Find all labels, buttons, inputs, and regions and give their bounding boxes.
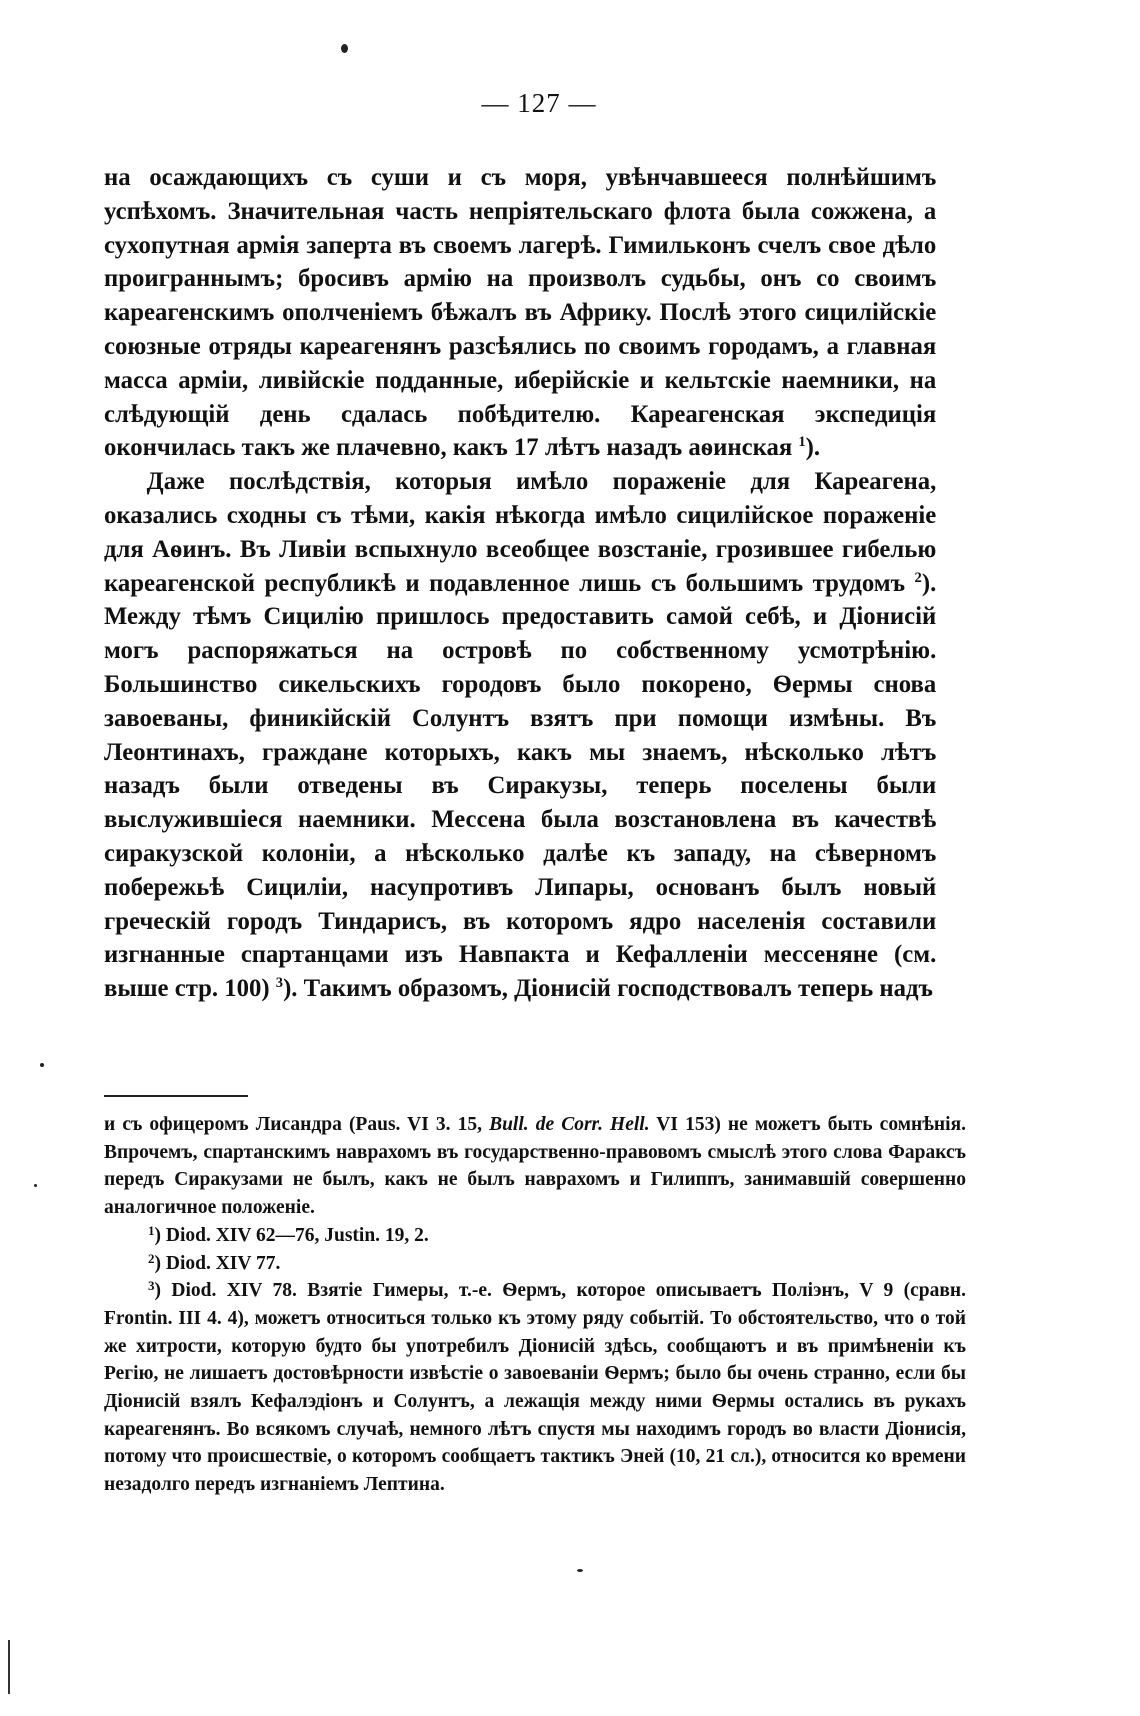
paragraph-1: [104, 160, 936, 464]
footnote-2: [104, 1250, 966, 1278]
paragraph-1-end: ).: [805, 432, 821, 462]
footnote-continuation: [104, 1111, 966, 1222]
ink-speck-left-1: [40, 1063, 44, 1067]
paragraph-2-text-a: Даже послѣдствія, которыя имѣло пораженіе для Кареагена, оказались сходны съ тѣми, какія нѣкогда имѣло сицилійское пораженіе для Аѳинъ. Въ Ливіи вспыхнуло всеобщее возстаніе, грозившее гибелью кареагенской республикѣ и подавленное лишь съ большимъ трудомъ: [104, 466, 937, 597]
paragraph-2: [104, 464, 936, 1005]
footnote-continuation-journal: Bull. de Corr. Hell.: [489, 1114, 650, 1135]
footnote-1-text: ) Diod. XIV 62—76, Justin. 19, 2.: [154, 1224, 429, 1246]
ink-speck-top: [341, 44, 348, 53]
footnote-3-mark: 3: [148, 1278, 155, 1294]
footnote-continuation-a: и съ офицеромъ Лисандра (Paus. VI 3. 15,: [104, 1114, 490, 1135]
footnote-2-mark: 2: [148, 1250, 155, 1266]
footnote-rule: [104, 1095, 248, 1097]
footnote-1-mark: 1: [148, 1222, 155, 1238]
ink-speck-bottom: [577, 1569, 583, 1572]
paragraph-2-text-b: ). Между тѣмъ Сицилію пришлось предоставить самой себѣ, и Діонисій могъ распоряжаться на островѣ по собственному усмотрѣнію. Большинство сикельскихъ городовъ было покорено, Ѳермы снова завоеваны, финикійскій Солунтъ взятъ при помощи измѣны. Въ Леонтинахъ, граждане которыхъ, какъ мы знаемъ, нѣсколько лѣтъ назадъ были отведены въ Сиракузы, теперь поселены были выслужившіеся наемники. Мессена была возстановлена въ качествѣ сиракузской колоніи, а нѣсколько далѣе къ западу, на сѣверномъ побережьѣ Сициліи, насупротивъ Липары, основанъ былъ новый греческій городъ Тиндарисъ, въ которомъ ядро населенія составили изгнанные спартанцами изъ Навпакта и Кефалленіи мессеняне (см. выше стр. 100): [104, 567, 937, 1003]
footnote-continuation-b: VI 153) не можетъ быть сомнѣнія. Впрочемъ, спартанскимъ наврахомъ въ государственно-правовомъ смыслѣ этого слова Фараксъ передъ Сиракузами не былъ, какъ не былъ наврахомъ и Гилиппъ, занимавшій совершенно аналогичное положеніе.: [104, 1114, 967, 1219]
paragraph-2-text-c: ). Такимъ образомъ, Діонисій господствовалъ теперь надъ: [283, 973, 933, 1003]
ink-speck-left-2: [34, 1184, 37, 1187]
footnotes: [104, 1111, 966, 1499]
footnote-3: [104, 1277, 966, 1499]
main-text: [104, 160, 936, 1005]
footnote-2-text: ) Diod. XIV 77.: [154, 1252, 281, 1274]
footnote-ref-2[interactable]: 2: [914, 569, 922, 586]
footnote-ref-3[interactable]: 3: [275, 975, 284, 992]
footnote-ref-1[interactable]: 1: [798, 434, 806, 451]
footnote-3-text: ) Diod. XIV 78. Взятіе Гимеры, т.-е. Ѳермъ, которое описываетъ Поліэнъ, V 9 (сравн. Frontin. III 4. 4), можетъ относиться только къ этому ряду событій. То обстоятельство, что о той же хитрости, которую будто бы употребилъ Діонисій здѣсь, сообщаютъ и въ примѣненіи къ Регію, не лишаетъ достовѣрности извѣстіе о завоеваніи Ѳермъ; было бы очень странно, если бы Діонисій взялъ Кефалэдіонъ и Солунтъ, а лежащія между ними Ѳермы остались въ рукахъ кареагенянъ. Во всякомъ случаѣ, немного лѣтъ спустя мы находимъ городъ во власти Діонисія, потому что происшествіе, о которомъ сообщаетъ тактикъ Эней (10, 21 сл.), относится ко времени незадолго передъ изгнаніемъ Лептина.: [104, 1280, 966, 1496]
paragraph-1-text: на осаждающихъ съ суши и съ моря, увѣнчавшееся полнѣйшимъ успѣхомъ. Значительная часть непріятельскаго флота была сожжена, а сухопутная армія заперта въ своемъ лагерѣ. Гимильконъ счелъ свое дѣло проиграннымъ; бросивъ армію на произволъ судьбы, онъ со своимъ кареагенскимъ ополченіемъ бѣжалъ въ Африку. Послѣ этого сицилійскіе союзные отряды кареагенянъ разсѣялись по своимъ городамъ, а главная масса арміи, ливійскіе подданные, иберійскіе и кельтскіе наемники, на слѣдующій день сдалась побѣдителю. Кареагенская экспедиція окончилась такъ же плачевно, какъ 17 лѣтъ назадъ аѳинская: [104, 162, 937, 462]
scan-edge-mark: [8, 1640, 10, 1694]
page-number: — 127 —: [481, 88, 597, 118]
footnote-1: [104, 1222, 966, 1250]
